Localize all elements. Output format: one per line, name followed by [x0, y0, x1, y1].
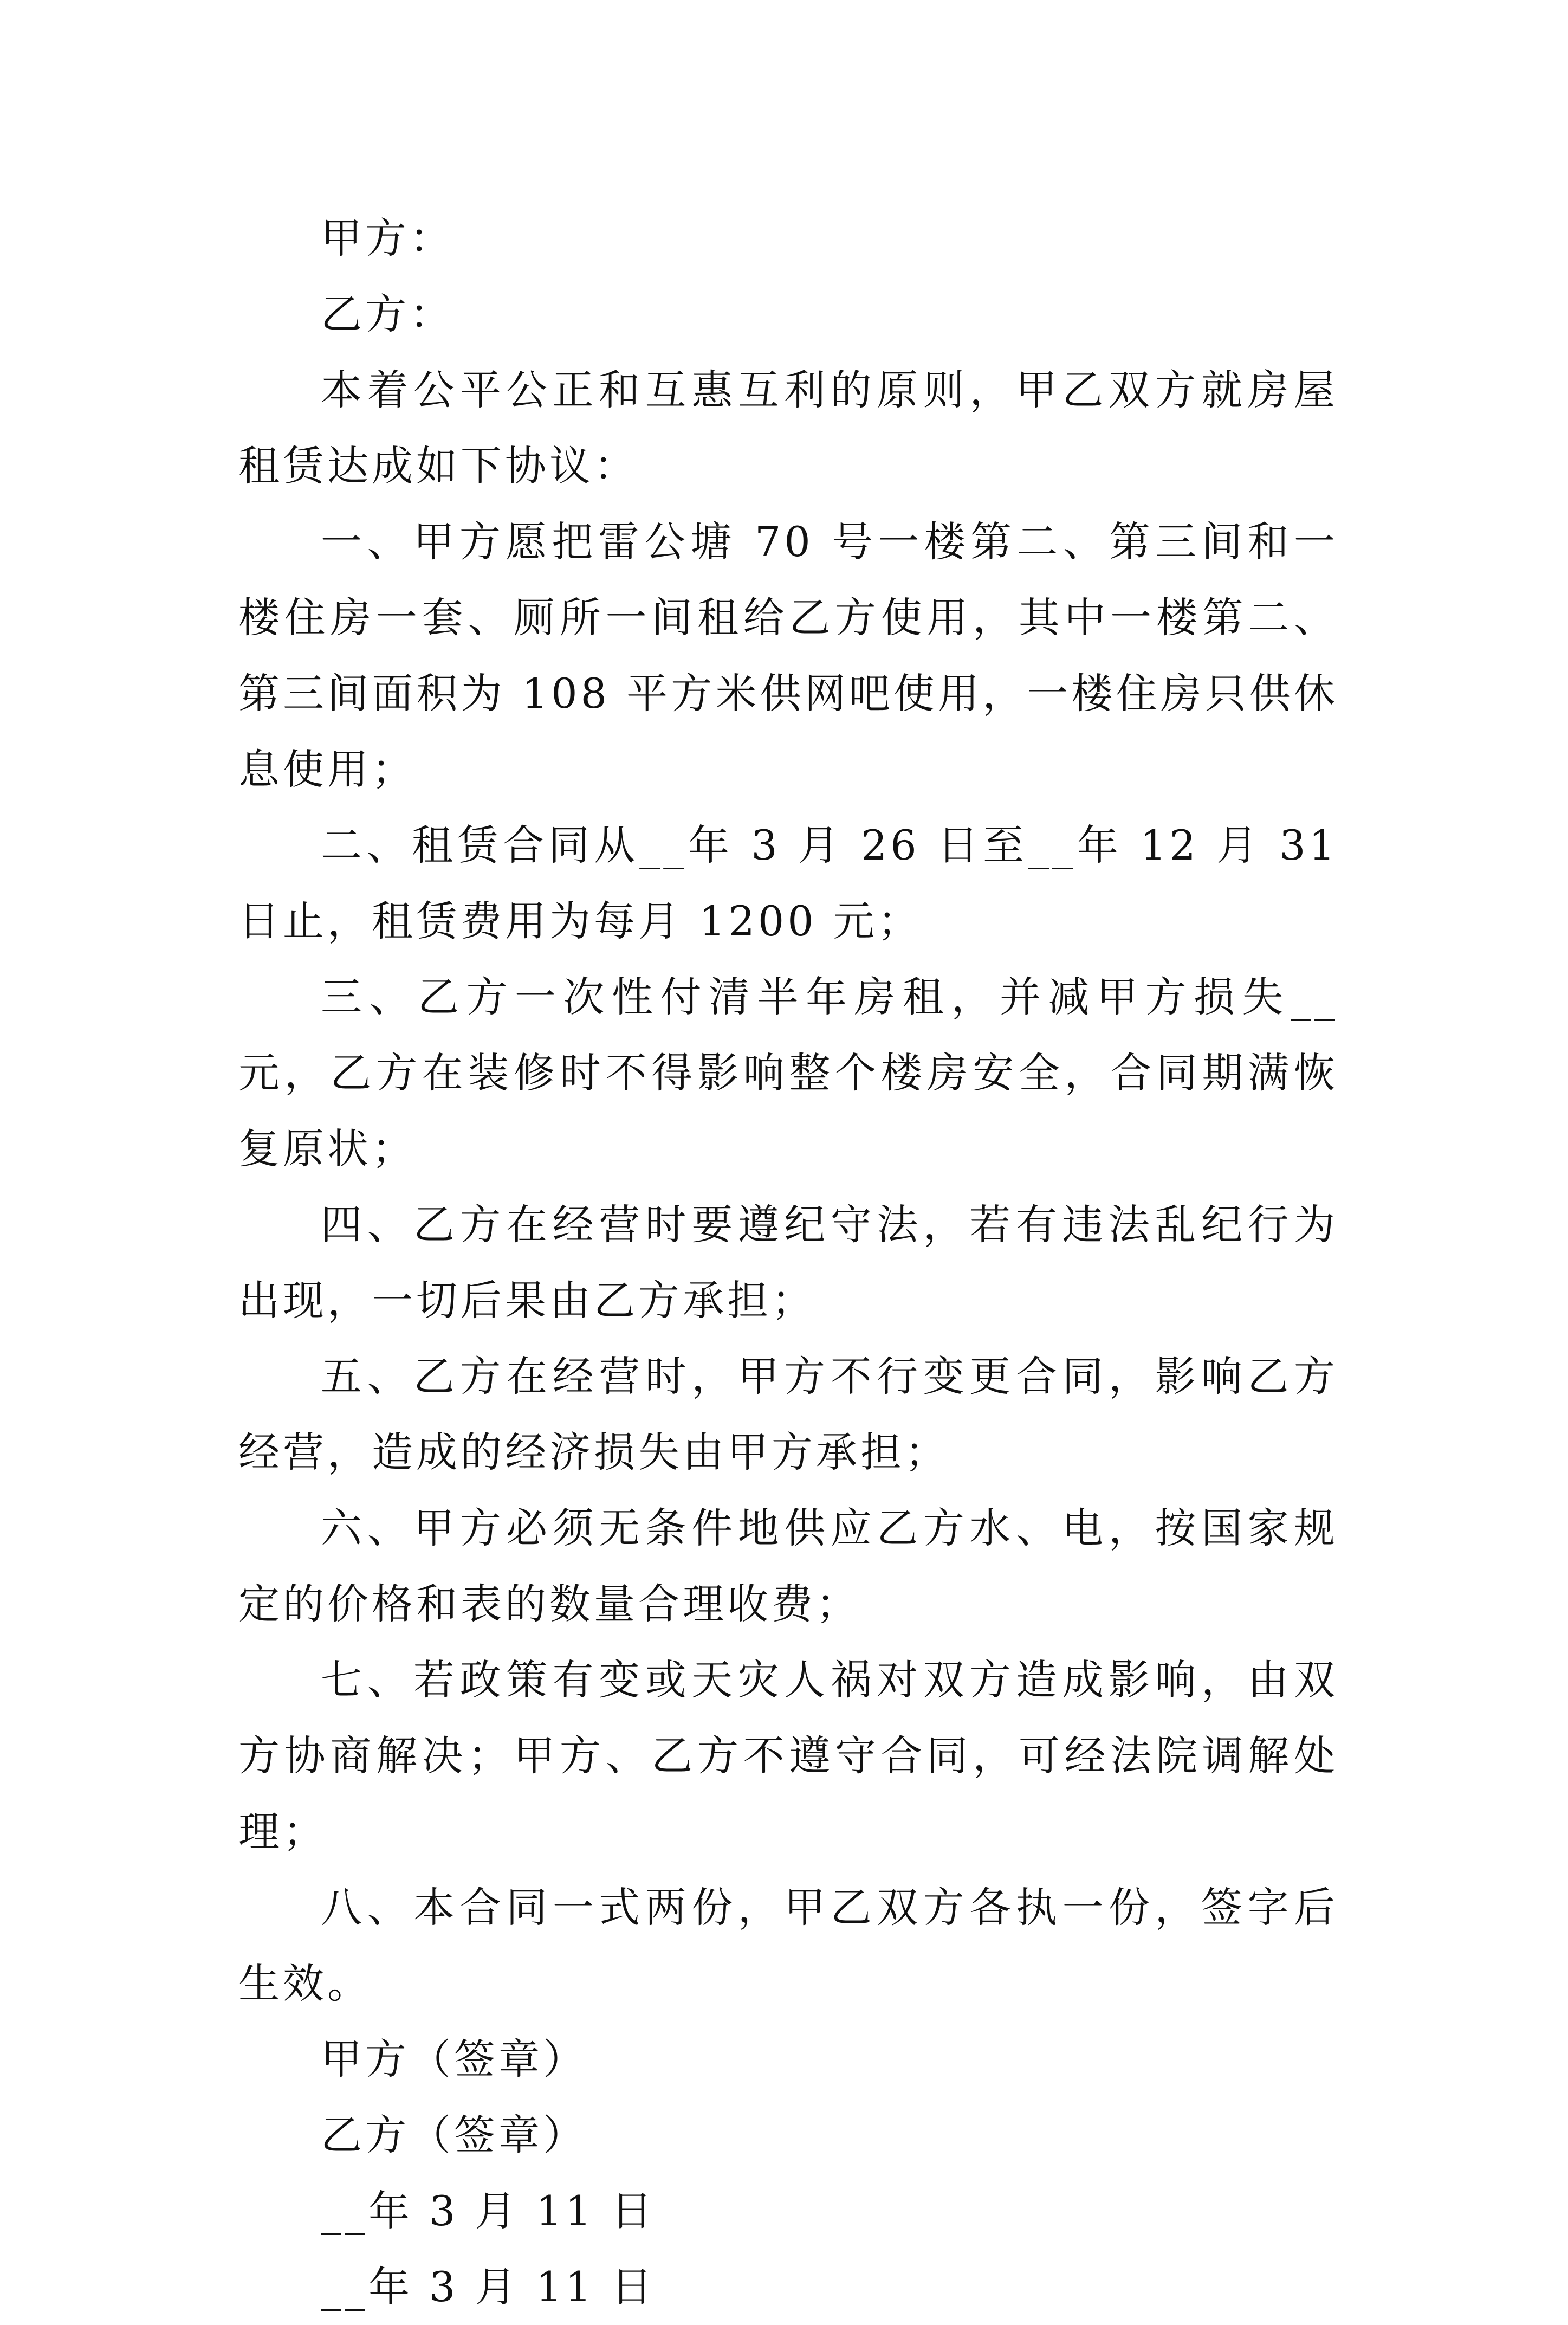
clause-1: 一、甲方愿把雷公塘 70 号一楼第二、第三间和一楼住房一套、厕所一间租给乙方使用，其中一楼第二、第三间面积为 108 平方米供网吧使用，一楼住房只供休息使用；	[238, 518, 1338, 793]
date-line-2: __年 3 月 11 日	[321, 2263, 656, 2311]
date-line-1: __年 3 月 11 日	[321, 2187, 656, 2235]
clause-6: 六、甲方必须无条件地供应乙方水、电，按国家规定的价格和表的数量合理收费；	[238, 1504, 1338, 1628]
clause-8: 八、本合同一式两份，甲乙双方各执一份，签字后生效。	[238, 1883, 1338, 2007]
clause-4: 四、乙方在经营时要遵纪守法，若有违法乱纪行为出现，一切后果由乙方承担；	[238, 1200, 1338, 1325]
party-a-line: 甲方：	[321, 214, 454, 262]
clause-3: 三、乙方一次性付清半年房租，并减甲方损失__元，乙方在装修时不得影响整个楼房安全，合同期满恢复原状；	[238, 973, 1338, 1173]
clause-7: 七、若政策有变或天灾人祸对双方造成影响，由双方协商解决；甲方、乙方不遵守合同，可经法院调解处理；	[238, 1656, 1338, 1856]
preamble-paragraph: 本着公平公正和互惠互利的原则，甲乙双方就房屋租赁达成如下协议：	[238, 366, 1338, 490]
contract-body	[238, 201, 1338, 2325]
party-a-signature: 甲方（签章）	[321, 2035, 587, 2083]
party-b-signature: 乙方（签章）	[321, 2111, 587, 2159]
clause-2: 二、租赁合同从__年 3 月 26 日至__年 12 月 31 日止，租赁费用为每月 1200 元；	[238, 821, 1338, 945]
clause-5: 五、乙方在经营时，甲方不行变更合同，影响乙方经营，造成的经济损失由甲方承担；	[238, 1352, 1338, 1476]
party-b-line: 乙方：	[321, 290, 454, 338]
